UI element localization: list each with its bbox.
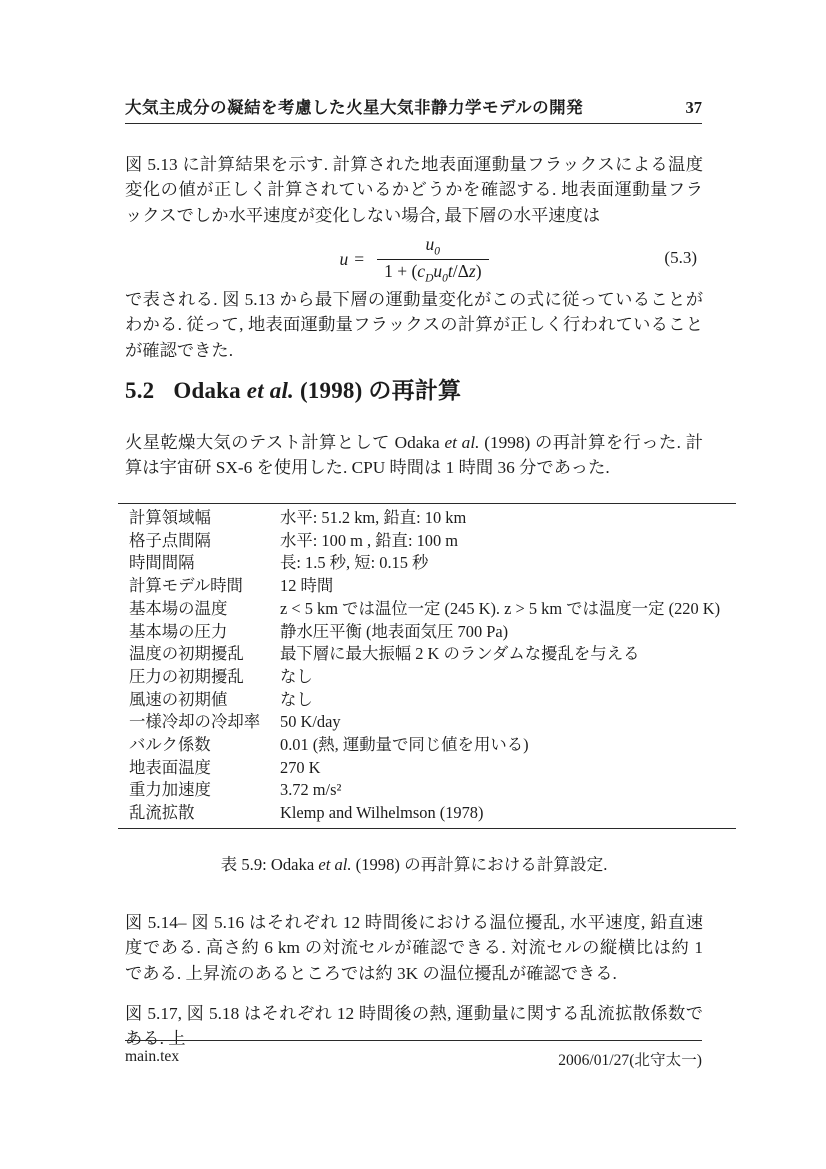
row-value: 静水圧平衡 (地表面気圧 700 Pa) [280,621,509,641]
row-label: 乱流拡散 [129,803,195,823]
equation-5-3 [125,234,703,284]
table-row [118,643,736,666]
row-value: 3.72 m/s² [280,780,342,800]
paragraph-recalculation-intro: 火星乾燥大気のテスト計算として Odaka et al. (1998) の再計算を行った. 計算は宇宙研 SX-6 を使用した. CPU 時間は 1 時間 36 分であった. [125,433,703,478]
row-label: 基本場の温度 [129,598,228,618]
row-value: z < 5 km では温位一定 (245 K). z > 5 km では温度一定 (220 K) [280,598,721,618]
section-number: 5.2 [125,378,155,403]
table-row [118,779,736,802]
row-label: 地表面温度 [129,757,211,777]
fraction-numerator: $u_0$ [425,234,441,258]
row-label: 温度の初期擾乱 [129,644,244,664]
row-label: 重力加速度 [129,780,211,800]
paragraph-convection-results: 図 5.14– 図 5.16 はそれぞれ 12 時間後における温位擾乱, 水平速度, 鉛直速度である. 高さ約 6 km の対流セルが確認できる. 対流セルの縦横比は約 1 である. 上昇流のあるところでは約 3K の温位擾乱が確認できる. [125,913,703,983]
paragraph-momentum-flux-check: 図 5.13 に計算結果を示す. 計算された地表面運動量フラックスによる温度変化の値が正しく計算されているかどうかを確認する. 地表面運動量フラックスでしか水平速度が変化しない場合, 最下層の水平速度は [125,155,703,225]
table-row [118,530,736,553]
section-title: Odaka et al. (1998) の再計算 [173,378,462,403]
row-value: 最下層に最大振幅 2 K のランダムな擾乱を与える [280,644,640,664]
row-value: なし [280,666,313,686]
row-label: 風速の初期値 [129,689,228,709]
row-value: なし [280,689,313,709]
table-row [118,507,736,530]
table-row [118,734,736,757]
row-label: 時間間隔 [129,553,195,573]
table-row [118,711,736,734]
row-label: 格子点間隔 [129,530,211,550]
table-row [118,552,736,575]
row-label: 一様冷却の冷却率 [129,712,261,732]
row-value: 12 時間 [280,576,334,596]
section-heading-5-2 [125,372,703,405]
table-row [118,598,736,621]
table-row [118,621,736,644]
row-label: 計算領域幅 [129,508,211,527]
equation-number: (5.3) [664,248,697,267]
table-row [118,757,736,780]
table-row [118,575,736,598]
row-value: 長: 1.5 秒, 短: 0.15 秒 [280,553,429,573]
calculation-settings-table [118,503,736,829]
page-header [125,94,702,124]
row-label: 計算モデル時間 [129,576,243,596]
row-value: 50 K/day [280,712,341,732]
fraction-denominator: $1 + (c_Du_0t/\Delta z)$ [377,259,488,285]
row-value: 0.01 (熱, 運動量で同じ値を用いる) [280,735,529,755]
row-value: 水平: 51.2 km, 鉛直: 10 km [280,508,467,527]
footer-filename: main.tex [125,1048,180,1065]
row-value: 水平: 100 m , 鉛直: 100 m [280,530,459,550]
table-row [118,802,736,825]
page-number: 37 [685,98,702,117]
table-caption: 表 5.9: Odaka et al. (1998) の再計算における計算設定. [220,855,608,874]
equation-equals: = [354,248,365,269]
equation-fraction [377,234,488,284]
table-row [118,666,736,689]
row-value: 270 K [280,757,321,777]
row-label: 圧力の初期擾乱 [129,666,244,686]
paragraph-diffusion-coefficients: 図 5.17, 図 5.18 はそれぞれ 12 時間後の熱, 運動量に関する乱流拡散係数である. 上 [125,1004,703,1049]
running-head-title: 大気主成分の凝結を考慮した火星大気非静力学モデルの開発 [125,99,584,117]
equation-lhs: u [339,248,349,269]
row-value: Klemp and Wilhelmson (1978) [280,803,484,823]
row-label: 基本場の圧力 [129,621,228,641]
table-row [118,689,736,712]
row-label: バルク係数 [129,735,211,755]
paragraph-equation-confirmation: で表される. 図 5.13 から最下層の運動量変化がこの式に従っていることがわかる. 従って, 地表面運動量フラックスの計算が正しく行われていることが確認できた. [125,290,703,360]
footer-date-author: 2006/01/27(北守太一) [558,1052,702,1069]
page-footer [125,1040,702,1070]
equation-body [125,234,703,284]
